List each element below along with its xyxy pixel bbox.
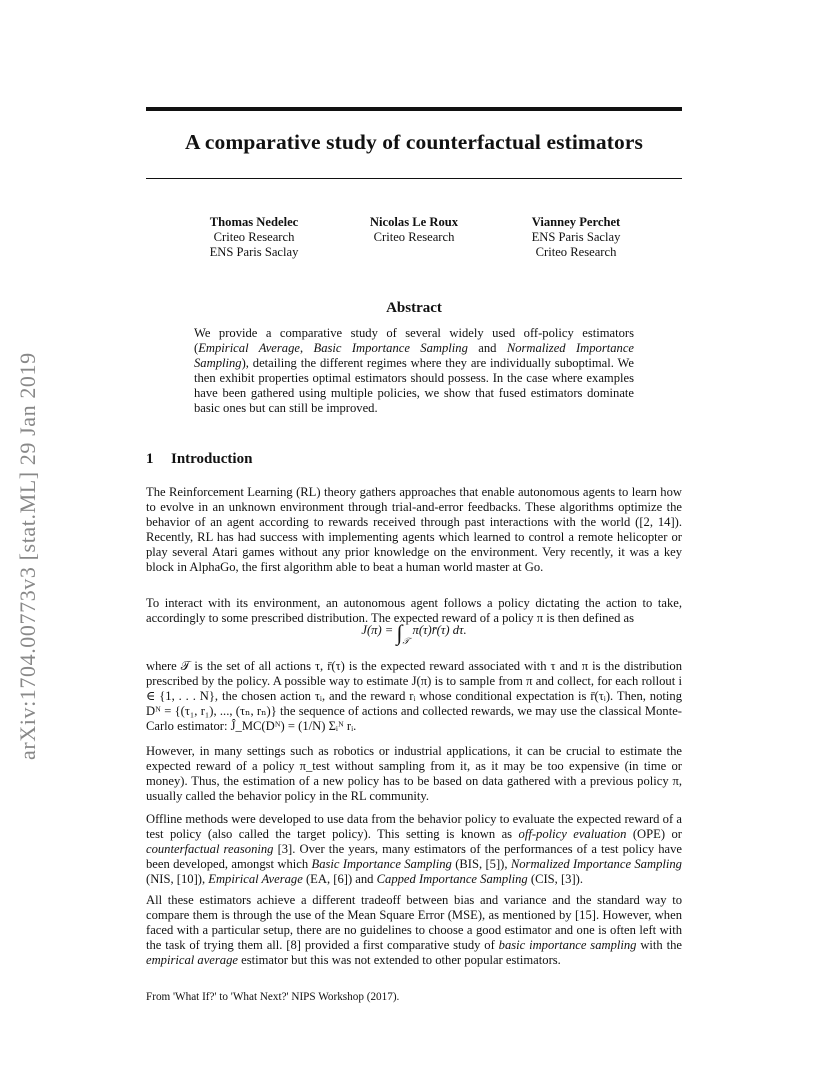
paragraph-1: The Reinforcement Learning (RL) theory gathers approaches that enable autonomous agents to learn how to evolve in an unknown environment through trial-and-error feedbacks. These algorithms optimize the behavior of an agent according to rewards received through past interactions with the world ([2, 14]). Recently, RL has had success with implementing agents which learned to control a remote helicopter or play several Atari games without any prior knowledge on the environment. Very recently, it was a key block in AlphaGo, the first algorithm able to beat a human world master at Go. <box>146 485 682 575</box>
emph: Basic Importance Sampling <box>311 857 452 872</box>
text: (NIS, [10]), <box>146 872 209 887</box>
author-name: Vianney Perchet <box>531 215 621 229</box>
abstract-emph: Basic Importance Sampling <box>313 340 468 355</box>
author-name: Thomas Nedelec <box>209 215 299 229</box>
equation-lhs: J(π) = <box>361 623 397 637</box>
paragraph-6 <box>146 893 682 968</box>
paragraph-4: However, in many settings such as robotics or industrial applications, it can be crucial to estimate the expected reward of a policy π_test without sampling from it, as it may be too expensive (in time or money). Thus, the estimation of a new policy has to be based on data gathered with a previous policy π, usually called the behavior policy in the RL community. <box>146 744 682 804</box>
text: [3]. Over the years, many estimators of the performances of a test policy have been developed, amongst which <box>146 842 682 872</box>
author-affiliation: ENS Paris Saclay <box>531 230 621 244</box>
section-title: Introduction <box>171 451 253 467</box>
author-name: Nicolas Le Roux <box>369 215 459 229</box>
emph: basic importance sampling <box>498 938 637 953</box>
text: Offline methods were developed to use data from the behavior policy to evaluate the expected reward of a test policy (also called the target policy). This setting is known as <box>146 812 682 842</box>
paragraph-2: To interact with its environment, an autonomous agent follows a policy dictating the action to take, accordingly to some prescribed distribution. The expected reward of a policy π is then defined as <box>146 596 682 626</box>
author-affiliation: Criteo Research <box>213 230 295 244</box>
abstract-emph: Empirical Average <box>198 340 300 355</box>
abstract-body <box>194 326 634 415</box>
abstract-text: and <box>467 340 507 355</box>
emph: Capped Importance Sampling <box>376 872 528 887</box>
emph: empirical average <box>146 953 238 968</box>
paragraph-5 <box>146 812 682 887</box>
abstract-emph: Normalized Importance Sampling <box>194 340 635 370</box>
section-number: 1 <box>146 451 154 467</box>
author-affiliation: Criteo Research <box>373 230 455 244</box>
equation-rhs: π(τ)r̄(τ) dτ. <box>409 623 467 637</box>
abstract-text: , <box>299 340 314 355</box>
integral-domain: 𝒯 <box>402 636 410 646</box>
author-affiliation: ENS Paris Saclay <box>209 245 299 259</box>
abstract-text: ), detailing the different regimes where they are individually suboptimal. We then exhibit properties optimal estimators should possess. In the case where examples have been gathered using multiple policies, we show that fused estimators dominate basic ones but can still be improved. <box>194 355 634 415</box>
paper-title: A comparative study of counterfactual estimators <box>184 130 643 154</box>
abstract-heading: Abstract <box>386 300 442 316</box>
section-heading <box>146 451 252 468</box>
text: estimator but this was not extended to other popular estimators. <box>237 953 561 968</box>
arxiv-side-label: arXiv:1704.00773v3 [stat.ML] 29 Jan 2019 <box>15 352 40 760</box>
equation-expected-reward <box>146 620 682 647</box>
text: (OPE) or <box>626 827 682 842</box>
emph: counterfactual reasoning <box>146 842 274 857</box>
author-3 <box>496 215 656 260</box>
author-1 <box>174 215 334 260</box>
integral-sign: ∫ <box>396 620 403 645</box>
emph: off-policy evaluation <box>518 827 627 842</box>
paragraph-3: where 𝒯 is the set of all actions τ, r̄(τ) is the expected reward associated with τ and π is the distribution prescribed by the policy. A possible way to estimate J(π) is to sample from π and collect, for each rollout i ∈ {1, . . . N}, the chosen action τᵢ, and the reward rᵢ whose conditional expectation is r̄(τᵢ). Then, noting Dᴺ = {(τ₁, r₁), ..., (τₙ, rₙ)} the sequence of actions and collected rewards, we may use the classical Monte-Carlo estimator: Ĵ_MC(Dᴺ) = (1/N) Σᵢᴺ rᵢ. <box>146 659 682 734</box>
title-rule-top <box>146 107 682 111</box>
text: (CIS, [3]). <box>527 872 583 887</box>
text: (EA, [6]) and <box>302 872 377 887</box>
author-2 <box>334 215 494 245</box>
text: with the <box>636 938 682 953</box>
text: All these estimators achieve a different tradeoff between bias and variance and the standard way to compare them is through the use of the Mean Square Error (MSE), as mentioned by [15]. However, when faced with a particular setup, there are no guidelines to choose a good estimator and one is often left with the task of trying them all. [8] provided a first comparative study of <box>146 893 682 953</box>
text: (BIS, [5]), <box>451 857 511 872</box>
footer-note: From 'What If?' to 'What Next?' NIPS Workshop (2017). <box>146 991 400 1003</box>
author-affiliation: Criteo Research <box>535 245 617 259</box>
emph: Empirical Average <box>208 872 303 887</box>
abstract-text: We provide a comparative study of several widely used off-policy estimators ( <box>194 326 634 355</box>
emph: Normalized Importance Sampling <box>510 857 682 872</box>
title-rule-bottom <box>146 178 682 179</box>
